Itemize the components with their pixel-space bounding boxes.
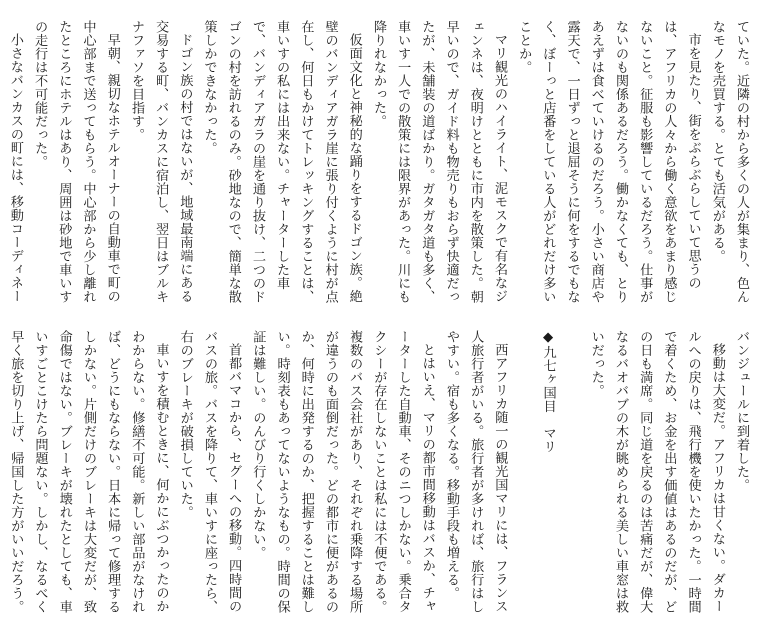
lower-text-block xyxy=(8,330,753,622)
paragraph: バンジュールに到着した。 xyxy=(734,330,749,492)
paragraph: 移動は大変だ。アフリカは甘くない。ダカールへの戻りは、飛行機を使いたかった。一時間で着くため、お金を出す価値はあるのだが、どの日も満席。同じ道を戻るのは苦痛だが、偉大なるバオバブの木が眺められる美しい車窓は救いだった。 xyxy=(588,330,725,614)
paragraph: ていた。近隣の村から多くの人が集まり、色んなモノを売買する。とても活気がある。 xyxy=(709,20,749,304)
section-heading xyxy=(535,330,559,622)
paragraph: 西アフリカ随一の観光国マリには、フランス人旅行者がいる。旅行者が多ければ、旅行はしやすい。宿も多くなる。移動手段も増える。 xyxy=(443,330,508,614)
upper-text-block xyxy=(7,20,753,304)
paragraph: 早朝、親切なホテルオーナーの自動車で町の中心部まで送ってもらう。中心部から少し離れたところにホテルはあり、周囲は砂地で車いすの走行は不可能だった。 xyxy=(32,20,120,304)
paragraph: マリ観光のハイライト、泥モスクで有名なジェンネは、夜明けとともに市内を散策した。朝早いので、ガイド料も物売りもおらず快適だったが、未舗装の道ばかり。ガタガタ道も多く、車いす一人での散策には限界があった。川にも降りれなかった。 xyxy=(370,20,507,304)
paragraph: 車いすを積むときに、何かにぶつかったのかわからない。修繕不可能。新しい部品がなければ、どうにもならない。日本に帰って修理するしかない。片側だけのブレーキは大変だが、致命傷ではない。ブレーキが壊れたとしても、車いすごとこけたら問題ない。しかし、なるべく早く旅を切り上げ、帰国した方がいいだろう。 xyxy=(8,330,169,614)
paragraph: とはいえ、マリの都市間移動はバスか、チャーターした自動車、そのニつしかない。乗合タクシーが存在しないことは私には不便である。複数のバス会社があり、それぞれ乗降する場所が違うのも面倒だった。どの都市に便があるのか、何時に出発するのか、把握することは難しい。時刻表もあってないようなもの。時間の保証は難しい。のんびり行くしかない。 xyxy=(250,330,435,614)
paragraph: 仮面文化と神秘的な踊りをするドゴン族。絶壁のバンディアガラ崖に張り付くように村が点在し、何日もかけてトレッキングすることは、車いすの私には出来ない。チャーターした車で、バンディアガラの崖を通り抜け、二つのドゴンの村を訪れるのみ。砂地なので、簡単な散策しかできなかった。 xyxy=(201,20,362,304)
paragraph: 小さなバンカスの町には、移動コーディネー xyxy=(7,33,23,304)
paragraph: 市を見たり、街をぶらぶらしていて思うのは、アフリカの人々から働く意欲をあまり感じないこと。征服も影響しているだろう。仕事がないのも関係あるだろう。働かなくても、とりあえずは食べていけるのだろう。小さい商店や露天で、一日ずっと退屈そうに何をするでもなく、ぼーっと店番をしている人がどれだけ多いことか。 xyxy=(516,20,701,304)
diamond-marker-icon: ◆ xyxy=(540,330,556,346)
section-title: 九七ヶ国目 マリ xyxy=(540,345,556,454)
paragraph: 首都バマコから、セグーへの移動。四時間のバスの旅。バスを降りて、車いすに座ったら、右のブレーキが破損していた。 xyxy=(177,330,242,614)
paragraph: ドゴン族の村ではないが、地域最南端にある交易する町、バンカスに宿泊し、翌日はブルキナファソを目指す。 xyxy=(128,20,193,304)
